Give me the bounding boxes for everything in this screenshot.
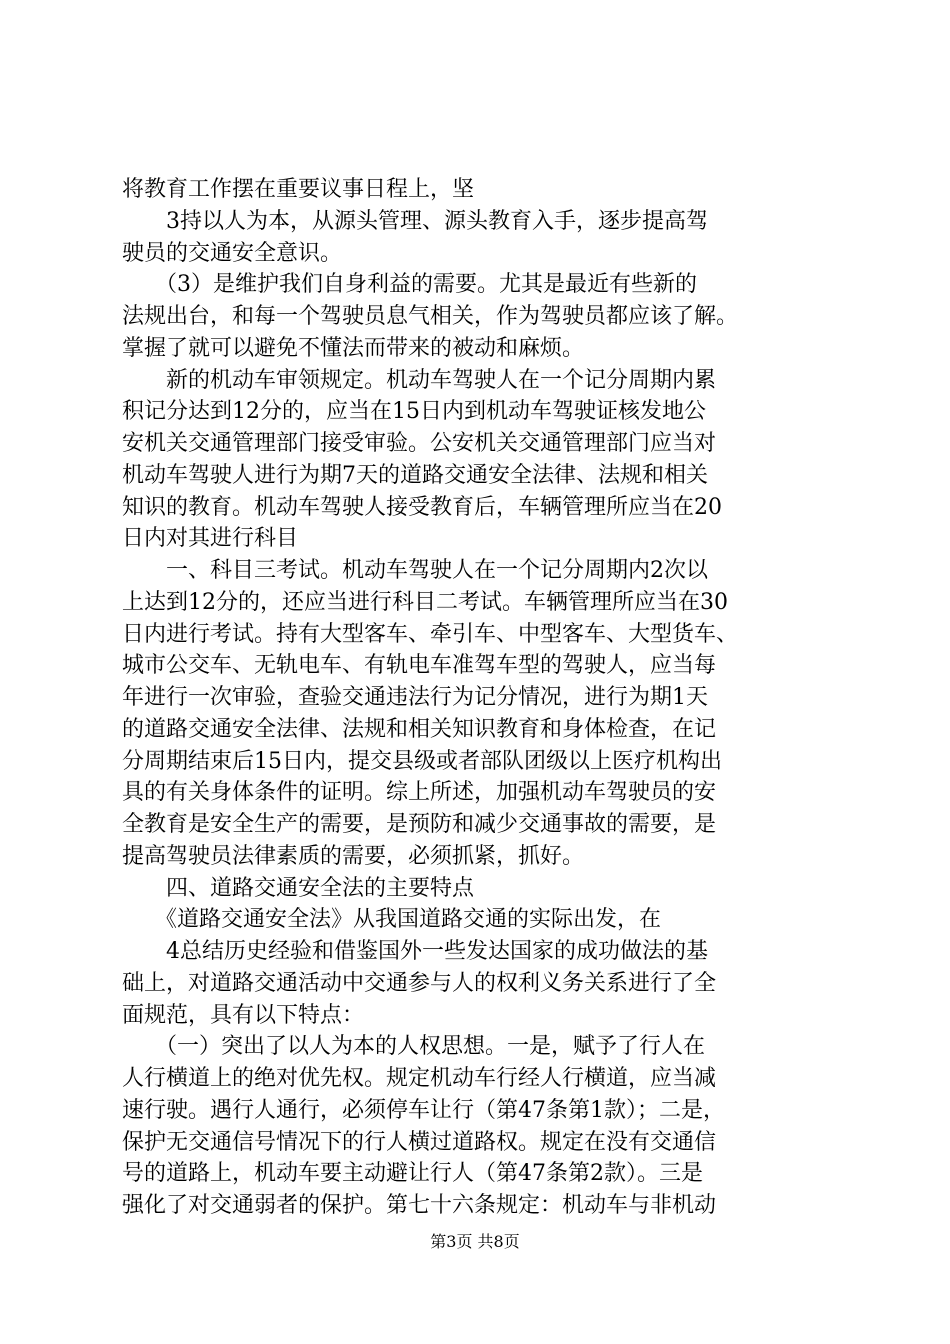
text-line: 安机关交通管理部门接受审验。公安机关交通管理部门应当对 <box>122 431 717 456</box>
text-line: 分周期结束后15日内，提交县级或者部队团级以上医疗机构出 <box>122 748 722 774</box>
text-line: 年进行一次审验，查验交通违法行为记分情况，进行为期1天 <box>122 685 708 710</box>
text-line: 强化了对交通弱者的保护。第七十六条规定：机动车与非机动 <box>122 1193 717 1218</box>
page-number-footer: 第3页 共8页 <box>430 1232 520 1251</box>
text-line: 积记分达到12分的，应当在15日内到机动车驾驶证核发地公 <box>122 399 706 425</box>
text-line: 3持以人为本，从源头管理、源头教育入手，逐步提高驾 <box>122 208 708 234</box>
text-line: 日内对其进行科目 <box>122 526 299 552</box>
text-line: 提高驾驶员法律素质的需要，必须抓紧，抓好。 <box>122 843 585 869</box>
text-line: 保护无交通信号情况下的行人横过道路权。规定在没有交通信 <box>122 1129 717 1155</box>
text-line: 面规范，具有以下特点： <box>122 1002 365 1028</box>
text-line: 《道路交通安全法》从我国道路交通的实际出发，在 <box>122 907 662 933</box>
text-line: （一）突出了以人为本的人权思想。一是，赋予了行人在 <box>122 1034 706 1060</box>
text-line: 全教育是安全生产的需要，是预防和减少交通事故的需要，是 <box>122 812 717 837</box>
text-line: 法规出台，和每一个驾驶员息气相关，作为驾驶员都应该了解。 <box>122 304 739 329</box>
body-text <box>122 174 834 1222</box>
text-line: 4总结历史经验和借鉴国外一些发达国家的成功做法的基 <box>122 939 708 964</box>
text-line: 新的机动车审领规定。机动车驾驶人在一个记分周期内累 <box>122 367 717 393</box>
text-line: 机动车驾驶人进行为期7天的道路交通安全法律、法规和相关 <box>122 462 708 488</box>
text-line: 将教育工作摆在重要议事日程上，坚 <box>122 177 475 202</box>
text-line: 知识的教育。机动车驾驶人接受教育后，车辆管理所应当在20 <box>122 494 722 520</box>
text-line: 上达到12分的，还应当进行科目二考试。车辆管理所应当在30 <box>122 589 728 615</box>
text-line: 四、道路交通安全法的主要特点 <box>122 875 475 901</box>
text-line: 城市公交车、无轨电车、有轨电车准驾车型的驾驶人，应当每 <box>122 653 717 679</box>
text-line: 日内进行考试。持有大型客车、牵引车、中型客车、大型货车、 <box>122 621 739 647</box>
text-line: 础上，对道路交通活动中交通参与人的权利义务关系进行了全 <box>122 970 717 996</box>
text-line: 具的有关身体条件的证明。综上所述，加强机动车驾驶员的安 <box>122 780 717 806</box>
text-line: （3）是维护我们自身利益的需要。尤其是最近有些新的 <box>122 272 697 298</box>
text-line: 的道路交通安全法律、法规和相关知识教育和身体检查，在记 <box>122 716 717 742</box>
text-line: 掌握了就可以避免不懂法而带来的被动和麻烦。 <box>122 335 585 361</box>
text-line: 驶员的交通安全意识。 <box>122 240 343 266</box>
text-line: 速行驶。遇行人通行，必须停车让行（第47条第1款）；二是， <box>122 1097 725 1123</box>
text-line: 号的道路上，机动车要主动避让行人（第47条第2款）。三是 <box>122 1161 703 1187</box>
text-line: 人行横道上的绝对优先权。规定机动车行经人行横道，应当减 <box>122 1066 717 1091</box>
text-line: 一、科目三考试。机动车驾驶人在一个记分周期内2次以 <box>122 558 708 583</box>
